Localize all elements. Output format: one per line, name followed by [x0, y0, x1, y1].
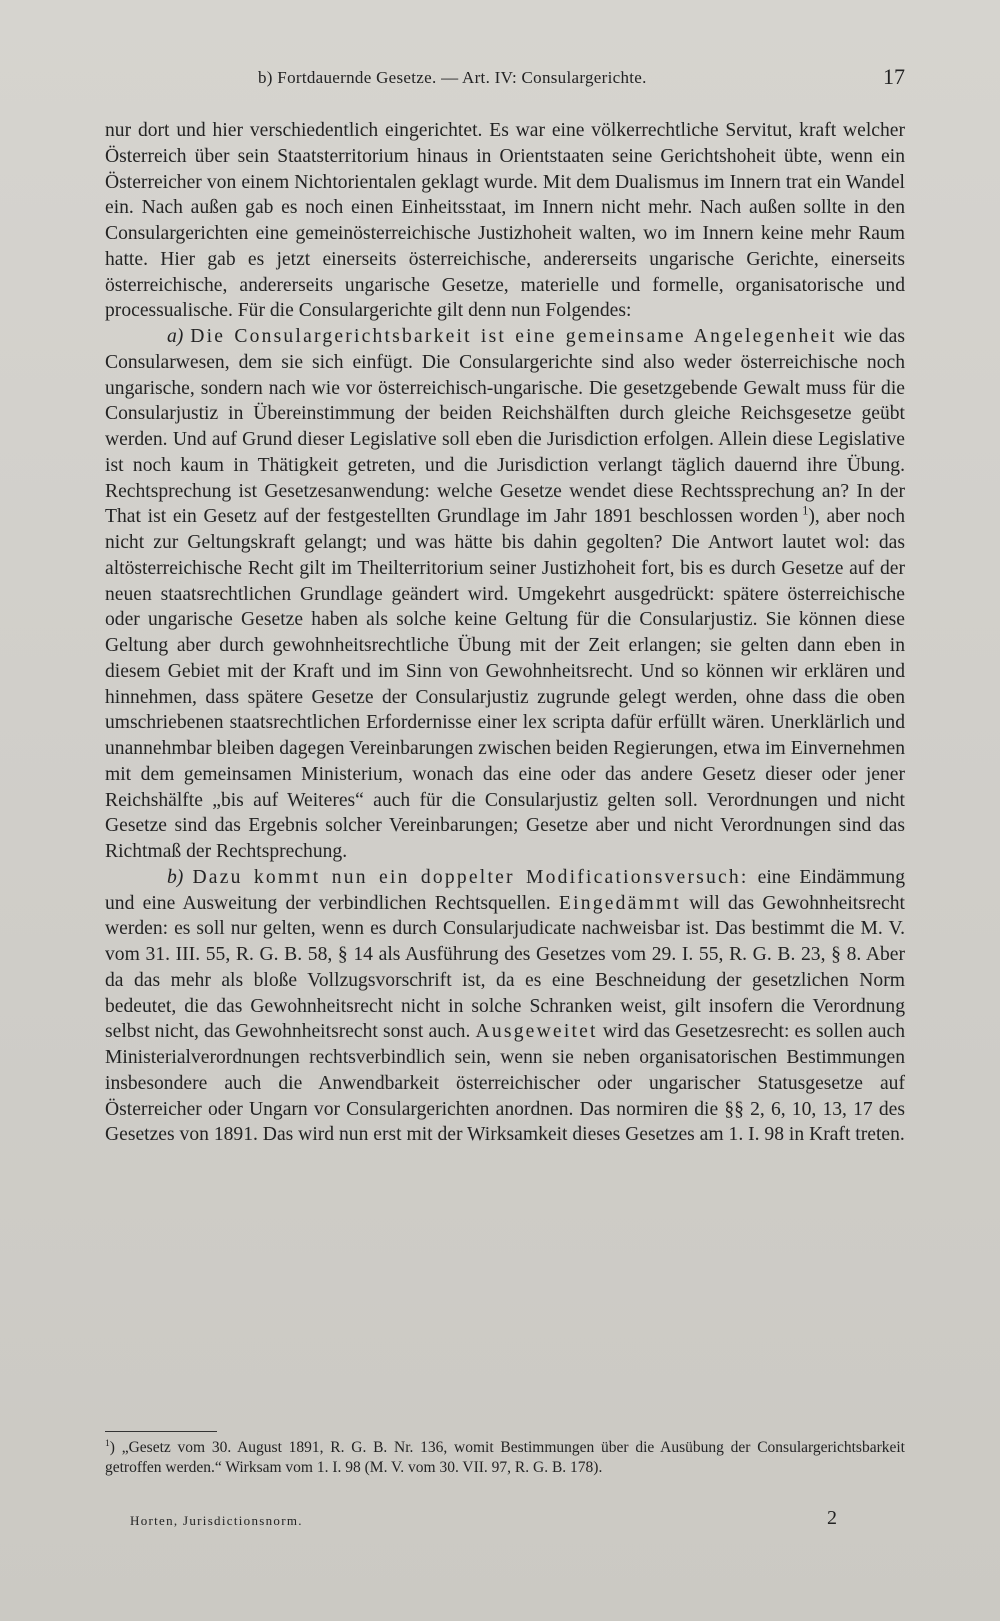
paragraph-a: a) Die Consulargerichtsbarkeit ist eine gemeinsame Angelegenheit wie das Consularwesen, dem sie sich einfügt. Die Consulargerichte sind also weder österreichische noch ungarische, sondern nach wie vor österreichisch-ungarische. Die gesetzgebende Gewalt muss für die Consularjustiz in Übereinstimmung der beiden Reichshälften durch gleiche Reichsgesetze geübt werden. Und auf Grund dieser Legislative soll eben die Jurisdiction erfolgen. Allein diese Legislative ist noch kaum in Thätigkeit getreten, und die Jurisdiction verlangt täglich dauernd ihre Übung. Rechtsprechung ist Gesetzesanwendung: welche Gesetze wendet diese Rechtssprechung an? In der That ist ein Gesetz auf der festgestellten Grundlage im Jahr 1891 beschlossen worden $^1$), aber noch nicht zur Geltungskraft gelangt; und was hätte bis dahin gegolten? Die Antwort lautet wol: das altösterreichische Recht gilt im Theilterritorium seiner Justizhoheit fort, bis es durch Gesetze auf der neuen staatsrechtlichen Grundlage geändert wird. Umgekehrt ausgedrückt: spätere österreichische oder ungarische Gesetze haben als solche keine Geltung für die Consularjustiz. Sie können diese Geltung aber durch gewohnheitsrechtliche Übung mit der Zeit erlangen; sie gelten dann eben in diesem Gebiet mit der Kraft und im Sinn von Gewohnheitsrecht. Und so können wir erklären und hinnehmen, dass spätere Gesetze der Consularjustiz zugrunde gelegt werden, ohne dass die oben umschriebenen staatsrechtlichen Erfordernisse einer lex scripta dafür erfüllt wären. Unerklärlich und unannehmbar bleiben dagegen Vereinbarungen zwischen beiden Regierungen, etwa im Einvernehmen mit dem gemeinsamen Ministerium, wonach das eine oder das andere Gesetz dieser oder jener Reichshälfte „bis auf Weiteres“ auch für die Consularjustiz gelten soll. Verordnungen und nicht Gesetze sind das Ergebnis solcher Vereinbarungen; Gesetze aber und nicht Verordnungen sind das Richtmaß der Rechtsprechung.	[105, 326, 906, 862]
paragraph-a-text-1: wie das Consularwesen, dem sie sich einfügt. Die Consulargerichte sind also weder österreichische noch ungarische, sondern nach wie vor österreichisch-ungarische. Die gesetzgebende Gewalt muss für die Consularjustiz in Übereinstimmung der beiden Reichshälften durch gleiche Reichsgesetze geübt werden. Und auf Grund dieser Legislative soll eben die Jurisdiction erfolgen. Allein diese Legislative ist noch kaum in Thätigkeit getreten, und die Jurisdiction verlangt täglich dauernd ihre Übung. Rechtsprechung ist Gesetzesanwendung: welche Gesetze wendet diese Rechtssprechung an? In der That ist ein Gesetz auf der festgestellten Grundlage im Jahr 1891 beschlossen worden	[105, 326, 905, 528]
paragraph-intro: nur dort und hier verschiedentlich eingerichtet. Es war eine völkerrechtliche Servitut, kraft welcher Österreich über sein Staatsterritorium hinaus in Orientstaaten seine Gerichtshoheit übte, wenn ein Österreicher von einem Nichtorientalen geklagt wurde. Mit dem Dualismus im Innern trat ein Wandel ein. Nach außen gab es noch einen Einheitsstaat, im Innern nicht mehr. Nach außen sollte in den Consulargerichten eine gemeinösterreichische Justizhoheit walten, wo im Innern keine mehr Raum hatte. Hier gab es jetzt einerseits österreichische, andererseits ungarische Gerichte, einerseits österreichische, andererseits ungarische Gesetze, materielle und formelle, organisatorische und processualische. Für die Consulargerichte gilt denn nun Folgendes:	[105, 120, 905, 322]
footnote: $^1$) „Gesetz vom 30. August 1891, R. G. B. Nr. 136, womit Bestimmungen über die Ausübung der Consulargerichtsbarkeit getroffen werden.“ Wirksam vom 1. I. 98 (M. V. vom 30. VII. 97, R. G. B. 178).	[105, 1437, 905, 1476]
paragraph-b-text-2: will das Gewohnheitsrecht werden: es soll nur gelten, wenn es durch Consularjudicate nachweisbar ist. Das bestimmt die M. V. vom 31. III. 55, R. G. B. 58, § 14 als Ausführung des Gesetzes vom 29. I. 55, R. G. B. 23, § 8. Aber da das mehr als bloße Vollzugsvorschrift ist, da es eine Beschneidung der gesetzlichen Norm bedeutet, die das Gewohnheitsrecht nicht in solche Schranken weist, gilt insofern die Verordnung selbst nicht, das Gewohnheitsrecht sonst auch.	[105, 892, 905, 1043]
paragraph-b-spaced-1: Eingedämmt	[558, 892, 682, 914]
paragraph-b-heading: Dazu kommt nun ein doppelter Modificationsversuch:	[192, 866, 749, 888]
footnote-reference[interactable]: 1	[802, 503, 809, 518]
footnote-marker: 1	[105, 1437, 110, 1449]
paragraph-b-spaced-2: Ausgeweitet	[475, 1021, 598, 1043]
paragraph-a-marker: a)	[167, 326, 184, 347]
footnote-divider	[105, 1431, 217, 1432]
paragraph-b-marker: b)	[167, 866, 184, 888]
paragraph-a-heading: Die Consulargerichtsbarkeit ist eine gemeinsame Angelegenheit	[190, 326, 837, 347]
page-number: 17	[883, 64, 905, 89]
running-head: b) Fortdauernde Gesetze. — Art. IV: Consulargerichte.	[258, 68, 647, 87]
footnote-text: „Gesetz vom 30. August 1891, R. G. B. Nr. 136, womit Bestimmungen über die Ausübung der Consulargerichtsbarkeit getroffen werden.“ Wirksam vom 1. I. 98 (M. V. vom 30. VII. 97, R. G. B. 178).	[105, 1439, 905, 1476]
paragraph-b-text-3: wird das Gesetzesrecht: es sollen auch Ministerialverordnungen rechtsverbindlich sein, wenn sie neben organisatorischen Bestimmungen insbesondere auch die Anwendbarkeit österreichischer oder ungarischer Statusgesetze auf Österreicher oder Ungarn vor Consulargerichten anordnen. Das normiren die §§ 2, 6, 10, 13, 17 des Gesetzes von 1891. Das wird nun erst mit der Wirksamkeit dieses Gesetzes am 1. I. 98 in Kraft treten.	[105, 1021, 905, 1146]
sheet-signature: Horten, Jurisdictionsnorm.	[130, 1513, 303, 1528]
paragraph-b	[105, 865, 905, 1148]
page-header	[258, 64, 905, 94]
sheet-number: 2	[827, 1507, 837, 1529]
body-text	[105, 118, 905, 1148]
paragraph-a-text-2: , aber noch nicht zur Geltungskraft gelangt; und was hätte bis dahin gegolten? Die Antwort lautet wol: das altösterreichische Recht gilt im Theilterritorium seiner Justizhoheit fort, bis es durch Gesetze auf der neuen staatsrechtlichen Grundlage geändert wird. Umgekehrt ausgedrückt: spätere österreichische oder ungarische Gesetze haben als solche keine Geltung für die Consularjustiz. Sie können diese Geltung aber durch gewohnheitsrechtliche Übung mit der Zeit erlangen; sie gelten dann eben in diesem Gebiet mit der Kraft und im Sinn von Gewohnheitsrecht. Und so können wir erklären und hinnehmen, dass spätere Gesetze der Consularjustiz zugrunde gelegt werden, ohne dass die oben umschriebenen staatsrechtlichen Erfordernisse einer lex scripta dafür erfüllt wären. Unerklärlich und unannehmbar bleiben dagegen Vereinbarungen zwischen beiden Regierungen, etwa im Einvernehmen mit dem gemeinsamen Ministerium, wonach das eine oder das andere Gesetz dieser oder jener Reichshälfte „bis auf Weiteres“ auch für die Consularjustiz gelten soll. Verordnungen und nicht Gesetze sind das Ergebnis solcher Vereinbarungen; Gesetze aber und nicht Verordnungen sind das Richtmaß der Rechtsprechung.	[105, 506, 906, 862]
paragraph-b-text-1: eine Eindämmung und eine Ausweitung der verbindlichen Rechtsquellen.	[105, 866, 905, 914]
